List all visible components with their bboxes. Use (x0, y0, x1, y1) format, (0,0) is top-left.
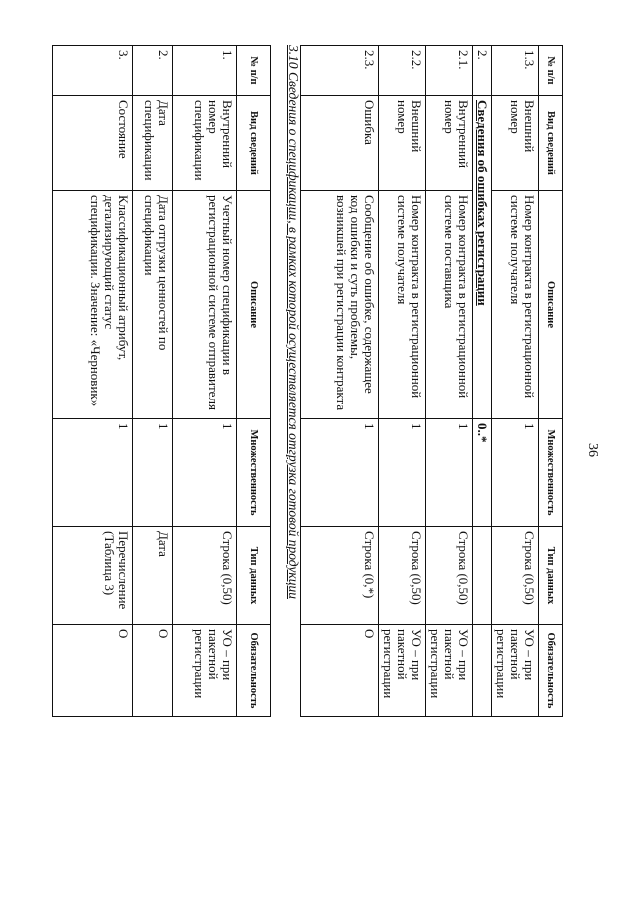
table-row (53, 46, 133, 717)
cell-multiplicity: 1 (173, 419, 237, 527)
cell-obligation: УО – при пакетной регистрации (173, 625, 237, 717)
rotated-page-content (0, 30, 640, 900)
cell-data-type: Строка (0,50) (379, 527, 426, 625)
cell-data-type: Перечисление (Таблица 3) (53, 527, 133, 625)
cell-multiplicity: 1 (492, 419, 539, 527)
error-registration-table (300, 45, 563, 717)
cell-kind: Внешний номер (379, 96, 426, 191)
cell-num: 2.2. (379, 46, 426, 96)
cell-empty (473, 625, 492, 717)
cell-description: Номер контракта в регистрационной системе получателя (379, 191, 426, 419)
cell-description: Классификационный атрибут, детализирующий статус спецификации. Значение: «Черновик» (53, 191, 133, 419)
table-row (301, 46, 379, 717)
cell-empty (473, 527, 492, 625)
section-title: Сведения об ошибках регистрации (473, 96, 492, 419)
header-obligation: Обязательность (237, 625, 271, 717)
cell-kind: Ошибка (301, 96, 379, 191)
cell-obligation: О (301, 625, 379, 717)
header-multiplicity: Множественность (539, 419, 563, 527)
cell-obligation: О (53, 625, 133, 717)
cell-multiplicity: 1 (379, 419, 426, 527)
cell-multiplicity: 1 (301, 419, 379, 527)
cell-num: 2.1. (426, 46, 473, 96)
cell-multiplicity: 1 (53, 419, 133, 527)
specification-table (52, 45, 271, 717)
header-kind: Вид сведений (237, 96, 271, 191)
section-caption: 3.10 Сведения о спецификации, в рамках которой осуществляется отгрузка готовой продукции (286, 45, 301, 599)
cell-num: 2. (133, 46, 173, 96)
header-obligation: Обязательность (539, 625, 563, 717)
cell-multiplicity: 1 (426, 419, 473, 527)
cell-data-type: Строка (0,50) (173, 527, 237, 625)
header-multiplicity: Множественность (237, 419, 271, 527)
cell-obligation: УО – при пакетной регистрации (379, 625, 426, 717)
cell-data-type: Строка (0,50) (492, 527, 539, 625)
header-kind: Вид сведений (539, 96, 563, 191)
header-data-type: Тип данных (539, 527, 563, 625)
cell-kind: Внутренний номер спецификации (173, 96, 237, 191)
cell-obligation: О (133, 625, 173, 717)
table-row (492, 46, 539, 717)
header-num: № п/п (539, 46, 563, 96)
section-row (473, 46, 492, 717)
table-header-row (539, 46, 563, 717)
cell-obligation: УО – при пакетной регистрации (426, 625, 473, 717)
page-number: 36 (585, 443, 600, 457)
table-row (133, 46, 173, 717)
header-num: № п/п (237, 46, 271, 96)
cell-kind: Внутренний номер (426, 96, 473, 191)
header-data-type: Тип данных (237, 527, 271, 625)
cell-data-type: Дата (133, 527, 173, 625)
table-header-row (237, 46, 271, 717)
cell-multiplicity: 1 (133, 419, 173, 527)
header-description: Описание (539, 191, 563, 419)
cell-description: Номер контракта в регистрационной системе поставщика (426, 191, 473, 419)
section-num: 2. (473, 46, 492, 96)
header-description: Описание (237, 191, 271, 419)
cell-description: Дата отгрузки ценностей по спецификации (133, 191, 173, 419)
table-row (173, 46, 237, 717)
cell-data-type: Строка (0,50) (426, 527, 473, 625)
cell-num: 3. (53, 46, 133, 96)
cell-kind: Состояние (53, 96, 133, 191)
cell-data-type: Строка (0,*) (301, 527, 379, 625)
cell-kind: Дата спецификации (133, 96, 173, 191)
cell-kind: Внешний номер (492, 96, 539, 191)
cell-description: Учетный номер спецификации в регистрационной системе отправителя (173, 191, 237, 419)
cell-num: 1.3. (492, 46, 539, 96)
cell-description: Номер контракта в регистрационной системе получателя (492, 191, 539, 419)
cell-description: Сообщение об ошибке, содержащее код ошибки и суть проблемы, возникшей при регистрации контракта (301, 191, 379, 419)
section-multiplicity: 0..* (473, 419, 492, 527)
cell-num: 2.3. (301, 46, 379, 96)
table-row (379, 46, 426, 717)
cell-num: 1. (173, 46, 237, 96)
cell-obligation: УО – при пакетной регистрации (492, 625, 539, 717)
table-row (426, 46, 473, 717)
